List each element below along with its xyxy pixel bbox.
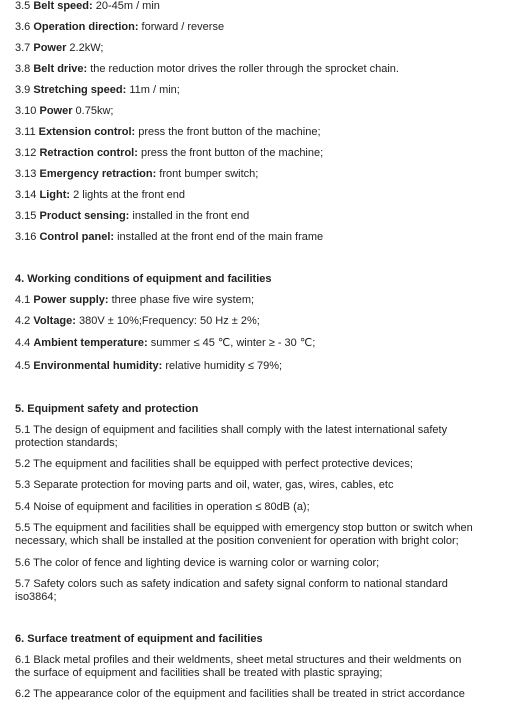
item-label: Retraction control: (39, 147, 138, 159)
item-text: relative humidity ≤ 79%; (162, 360, 283, 372)
item-text: three phase five wire system; (108, 294, 255, 306)
section-4-item-3 (15, 337, 315, 350)
item-number: 3.15 (15, 210, 37, 222)
item-number: 3.14 (15, 189, 37, 201)
item-number: 3.10 (15, 105, 37, 117)
item-number: 4.1 (15, 294, 31, 306)
item-text: press the front button of the machine; (137, 147, 324, 159)
spec-item-3-8 (15, 63, 399, 76)
section-5-item-2: 5.2 The equipment and facilities shall be equipped with perfect protective devices; (15, 458, 413, 470)
item-label: Emergency retraction: (39, 168, 157, 180)
item-number: 3.16 (15, 231, 37, 243)
item-text: front bumper switch; (156, 168, 259, 180)
spec-item-3-12 (15, 147, 323, 160)
item-label: Environmental humidity: (33, 360, 163, 372)
section-6-heading: 6. Surface treatment of equipment and facilities (15, 633, 263, 645)
item-text: 20-45m / min (92, 0, 160, 12)
spec-item-3-13 (15, 168, 258, 181)
section-4-heading: 4. Working conditions of equipment and facilities (15, 273, 272, 285)
item-text: 0.75kw; (72, 105, 114, 117)
item-number: 4.5 (15, 360, 31, 372)
section-5-item-4: 5.4 Noise of equipment and facilities in operation ≤ 80dB (a); (15, 501, 310, 513)
item-text: the reduction motor drives the roller through the sprocket chain. (87, 63, 399, 75)
section-4-item-1 (15, 294, 254, 307)
spec-item-3-11 (15, 126, 321, 139)
item-label: Operation direction: (33, 21, 139, 33)
section-4-item-4 (15, 360, 282, 373)
section-5-item-7: 5.7 Safety colors such as safety indication and safety signal conform to national standard iso3864; (15, 578, 448, 603)
item-number: 3.5 (15, 0, 31, 12)
section-5-item-6: 5.6 The color of fence and lighting device is warning color or warning color; (15, 557, 380, 569)
item-text: forward / reverse (138, 21, 225, 33)
section-4-item-2 (15, 315, 260, 328)
item-label: Product sensing: (39, 210, 130, 222)
section-5-item-3: 5.3 Separate protection for moving parts and oil, water, gas, wires, cables, etc (15, 479, 394, 491)
section-5-heading: 5. Equipment safety and protection (15, 403, 199, 415)
item-number: 4.2 (15, 315, 31, 327)
item-text: 2.2kW; (66, 42, 104, 54)
spec-item-3-5 (15, 0, 160, 13)
item-number: 4.4 (15, 337, 31, 349)
item-text: 380V ± 10%;Frequency: 50 Hz ± 2%; (75, 315, 260, 327)
item-label: Belt speed: (33, 0, 93, 12)
item-text: 2 lights at the front end (70, 189, 185, 201)
item-number: 3.9 (15, 84, 31, 96)
spec-item-3-9 (15, 84, 180, 97)
item-number: 3.12 (15, 147, 37, 159)
item-label: Extension control: (38, 126, 136, 138)
spec-item-3-10 (15, 105, 113, 118)
item-number: 3.6 (15, 21, 31, 33)
item-text: installed in the front end (129, 210, 250, 222)
item-text: 11m / min; (126, 84, 180, 96)
item-label: Voltage: (33, 315, 76, 327)
spec-item-3-14 (15, 189, 185, 202)
item-label: Ambient temperature: (33, 337, 148, 349)
item-label: Belt drive: (33, 63, 88, 75)
spec-item-3-16 (15, 231, 323, 244)
section-6-item-1: 6.1 Black metal profiles and their weldments, sheet metal structures and their weldments on the surface of equipment and facilities shall be treated with plastic spraying; (15, 654, 462, 679)
item-label: Power (39, 105, 73, 117)
spec-item-3-6 (15, 21, 224, 34)
section-6-item-2: 6.2 The appearance color of the equipment and facilities shall be treated in strict accordance (15, 688, 465, 700)
item-label: Light: (39, 189, 71, 201)
spec-item-3-7 (15, 42, 103, 55)
section-5-item-5: 5.5 The equipment and facilities shall be equipped with emergency stop button or switch when necessary, which shall be installed at the position convenient for operation with bright color; (15, 522, 473, 547)
section-5-item-1: 5.1 The design of equipment and facilities shall comply with the latest international safety protection standards; (15, 424, 448, 449)
item-text: installed at the front end of the main frame (114, 231, 324, 243)
item-text: summer ≤ 45 ℃, winter ≥ - 30 ℃; (147, 337, 316, 349)
item-number: 3.8 (15, 63, 31, 75)
item-number: 3.11 (15, 126, 36, 138)
item-label: Stretching speed: (33, 84, 127, 96)
item-label: Control panel: (39, 231, 115, 243)
item-label: Power (33, 42, 67, 54)
item-label: Power supply: (33, 294, 109, 306)
item-text: press the front button of the machine; (135, 126, 321, 138)
spec-item-3-15 (15, 210, 249, 223)
item-number: 3.7 (15, 42, 31, 54)
item-number: 3.13 (15, 168, 37, 180)
